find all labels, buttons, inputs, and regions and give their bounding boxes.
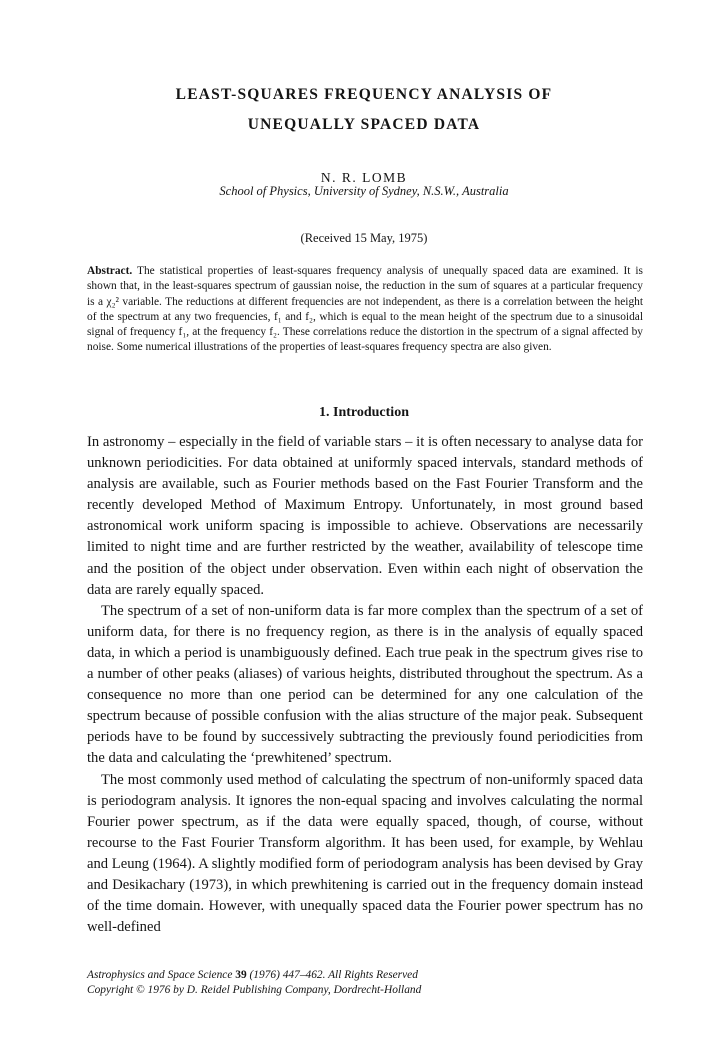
author-affiliation: School of Physics, University of Sydney, N.S.W., Australia <box>219 184 509 198</box>
body-paragraph-2: The spectrum of a set of non-uniform data is far more complex than the spectrum of a set of uniform data, for there is no frequency region, as there is in the analysis of equally spaced data, in which a period is unambiguously defined. Each true peak in the spectrum gives rise to a number of other peaks (aliases) of various heights, distributed throughout the spectrum. As a consequence no more than one period can be determined for any one calculation of the spectrum because of possible confusion with the alias structure of the major peak. Subsequent periods have to be found by successively subtracting the previously found periodicities from the data and calculating the ‘prewhitened’ spectrum. <box>87 602 643 767</box>
section-body <box>87 432 643 938</box>
footer-citation <box>87 968 647 998</box>
paper-title-line-1: LEAST-SQUARES FREQUENCY ANALYSIS OF <box>175 86 553 103</box>
copyright-line: Copyright © 1976 by D. Reidel Publishing Company, Dordrecht-Holland <box>87 984 422 996</box>
author-name: N. R. LOMB <box>320 170 408 185</box>
abstract <box>87 264 643 356</box>
abstract-label: Abstract. <box>87 265 133 277</box>
received-date: (Received 15 May, 1975) <box>300 231 428 245</box>
journal-name: Astrophysics and Space Science <box>87 969 233 981</box>
section-heading: 1. Introduction <box>319 405 409 420</box>
citation-details: (1976) 447–462. All Rights Reserved <box>249 969 418 981</box>
abstract-text: The statistical properties of least-squares frequency analysis of unequally spaced data are examined. It is shown that, in the least-squares spectrum of gaussian noise, the reduction in the sum of squares at a particular frequency is a χ₂² variable. The reductions at different frequencies are not independent, as there is a correlation between the height of the spectrum at any two frequencies, f₁ and f₂, which is equal to the mean height of the spectrum due to a sinusoidal signal of frequency f₁, at the frequency f₂. These correlations reduce the distortion in the spectrum of a signal affected by noise. Some numerical illustrations of the properties of least-squares frequency spectra are also given. <box>87 265 643 354</box>
body-paragraph-3: The most commonly used method of calculating the spectrum of non-uniformly spaced data is periodogram analysis. It ignores the non-equal spacing and involves calculating the normal Fourier power spectrum, as if the data were equally spaced, though, of course, without recourse to the Fast Fourier Transform algorithm. It has been used, for example, by Wehlau and Leung (1964). A slightly modified form of periodogram analysis has been devised by Gray and Desikachary (1973), in which prewhitening is carried out in the frequency domain instead of the time domain. However, with unequally spaced data the Fourier power spectrum has no well-defined <box>87 771 643 936</box>
journal-volume: 39 <box>235 969 247 981</box>
body-paragraph-1: In astronomy – especially in the field of variable stars – it is often necessary to analyse data for unknown periodicities. For data obtained at uniformly spaced intervals, standard methods of analysis are available, such as Fourier methods based on the Fast Fourier Transform and the recently developed Method of Maximum Entropy. Unfortunately, in most ground based astronomical work uniform spacing is impossible to achieve. Observations are necessarily limited to night time and are further restricted by the weather, availability of telescope time and the position of the object under observation. Even within each night of observation the data are rarely equally spaced. <box>87 434 643 598</box>
paper-title-line-2: UNEQUALLY SPACED DATA <box>247 116 481 133</box>
citation-line <box>87 968 647 983</box>
